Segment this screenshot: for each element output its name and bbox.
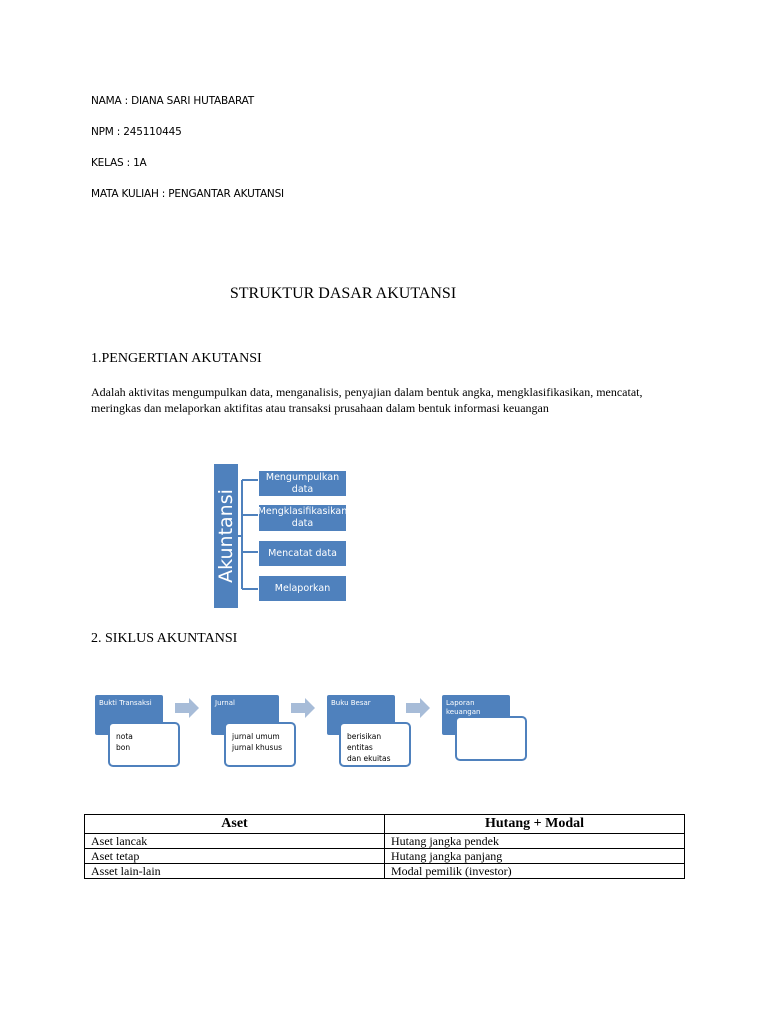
cycle-step-jurnal: Jurnal: [211, 695, 279, 735]
akuntansi-label: Akuntansi: [215, 489, 237, 583]
cycle-sub-line: dan ekuitas: [347, 754, 391, 763]
diagram-item-mencatat: [259, 541, 346, 566]
page-title: STRUKTUR DASAR AKUTANSI: [229, 285, 457, 302]
diagram-item-line: Mengklasifikasikan: [257, 506, 348, 517]
diagram-bracket: [238, 470, 260, 600]
diagram-item-mengumpulkan: [259, 471, 346, 496]
table-row: [85, 864, 685, 879]
cycle-sub-line: berisikan entitas: [347, 732, 382, 752]
diagram-item-melaporkan: [259, 576, 346, 601]
diagram-item-line: Mengumpulkan: [265, 471, 340, 483]
diagram-item-line: data: [291, 518, 314, 529]
section1-body: Adalah aktivitas mengumpulkan data, menganalisis, penyajian dalam bentuk angka, mengklasifikasikan, mencatat, meringkas dan melaporkan aktifitas atau transaksi prusahaan dalam bentuk informasi keuangan: [91, 385, 643, 415]
table-cell: Hutang jangka pendek: [385, 834, 685, 849]
diagram-item-line: data: [291, 483, 314, 495]
cycle-substep-bukti: [108, 722, 180, 767]
table-cell: Aset tetap: [85, 849, 385, 864]
balance-table: [84, 814, 685, 879]
cycle-sub-line: bon: [116, 743, 131, 752]
diagram-item-line: Mencatat data: [268, 547, 337, 559]
table-cell: Hutang jangka panjang: [385, 849, 685, 864]
cycle-step-laporan: Laporan keuangan: [442, 695, 510, 735]
table-cell: Modal pemilik (investor): [385, 864, 685, 879]
table-header-hutang-modal: Hutang + Modal: [385, 815, 685, 834]
section2-heading: 2. SIKLUS AKUNTANSI: [91, 631, 238, 646]
table-cell: Aset lancak: [85, 834, 385, 849]
student-npm: NPM : 245110445: [91, 126, 182, 138]
cycle-sub-line: jurnal khusus: [232, 743, 283, 752]
cycle-substep-laporan: [455, 716, 527, 761]
table-row: [85, 849, 685, 864]
diagram-item-mengklasifikasikan: [259, 505, 346, 531]
arrow-right-icon: [291, 698, 317, 718]
table-row: [85, 834, 685, 849]
cycle-step-bukti-transaksi: Bukti Transaksi: [95, 695, 163, 735]
cycle-substep-buku-besar: [339, 722, 411, 767]
course-name: MATA KULIAH : PENGANTAR AKUTANSI: [91, 188, 284, 200]
cycle-step-buku-besar: Buku Besar: [327, 695, 395, 735]
table-header-row: [85, 815, 685, 834]
cycle-sub-line: jurnal umum: [232, 732, 280, 741]
table-header-aset: Aset: [85, 815, 385, 834]
arrow-right-icon: [175, 698, 201, 718]
section1-heading: 1.PENGERTIAN AKUTANSI: [91, 351, 262, 366]
table-cell: Asset lain-lain: [85, 864, 385, 879]
arrow-right-icon: [406, 698, 432, 718]
cycle-sub-line: nota: [116, 732, 133, 741]
student-class: KELAS : 1A: [91, 157, 147, 169]
diagram-item-line: Melaporkan: [274, 582, 331, 594]
student-name: NAMA : DIANA SARI HUTABARAT: [91, 95, 255, 107]
cycle-substep-jurnal: [224, 722, 296, 767]
